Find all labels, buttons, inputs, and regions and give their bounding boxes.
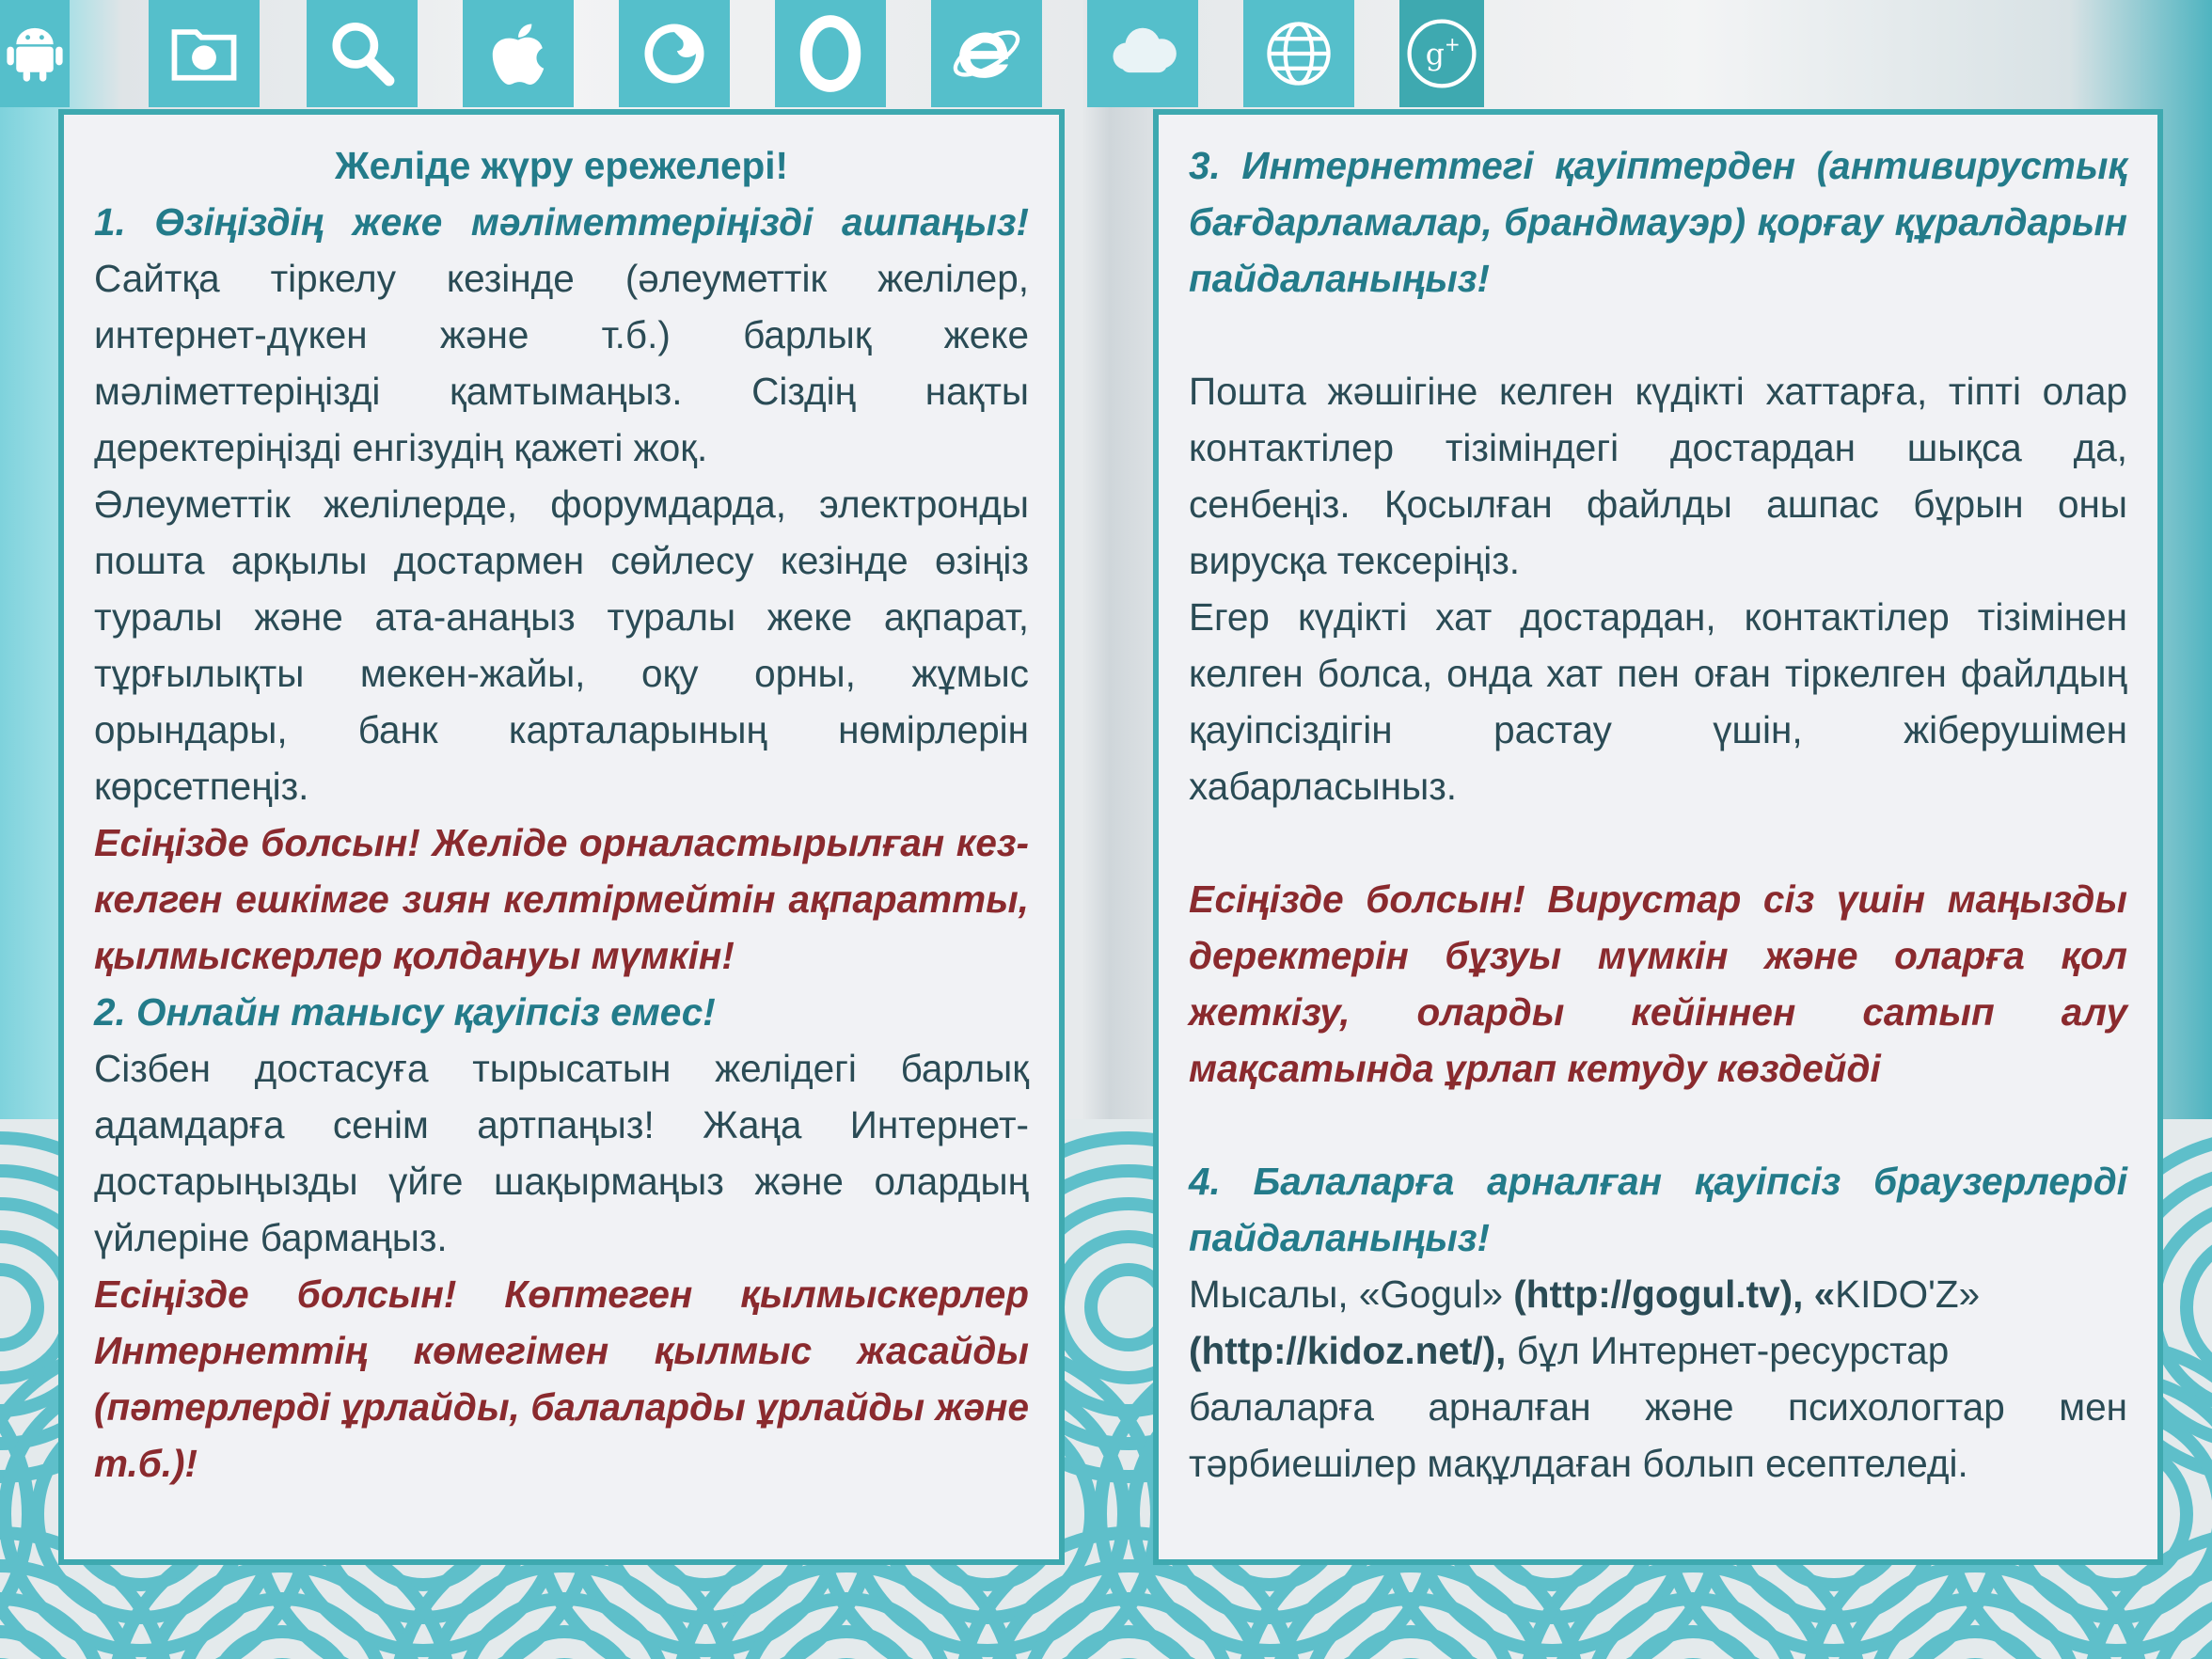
warning-3: Есіңізде болсын! Вирустар сіз үшін маңызды деректерін бұзуы мүмкін және оларға қол жеткізу, оларды кейіннен сатып алу мақсатында ұрлап кетуду көздейді	[1189, 877, 2127, 1090]
spacer	[1189, 1097, 2127, 1153]
spacer	[1189, 814, 2127, 871]
globe-icon	[1243, 0, 1354, 107]
rule2-heading: 2. Онлайн танысу қауіпсіз емес!	[94, 990, 716, 1034]
rule3-heading: 3. Интернеттегі қауіптерден (антивирустық бағдарламалар, брандмауэр) қорғау құралдарын пайдаланыңыз!	[1189, 144, 2127, 300]
rule3-text-2: Егер күдікті хат достардан, контактілер тізімінен келген болса, онда хат пен оған тіркелген файлдың қауіпсіздігін растау үшін, жіберушімен хабарласыныз.	[1189, 595, 2127, 808]
page-title: Желіде жүру ережелері!	[335, 144, 788, 187]
rule1-text: Сайтқа тіркелу кезінде (әлеуметтік желілер, интернет-дүкен және т.б.) барлық жеке мәліметтеріңізді қамтымаңыз. Сіздің нақты деректеріңізді енгізудің қажеті жоқ.	[94, 257, 1029, 469]
spacer	[1189, 307, 2127, 363]
svg-text:+: +	[1444, 33, 1461, 56]
rule4-examples	[1189, 1266, 2127, 1379]
rule1-text-extra: Әлеуметтік желілерде, форумдарда, электронды пошта арқылы достармен сөйлесу кезінде өзіңіз туралы және ата-анаңыз туралы жеке ақпарат, тұрғылықты мекен-жайы, оқу орны, жұмыс орындары, банк карталарының нөмірлерін көрсетпеңіз.	[94, 482, 1029, 808]
rule2-text: Сізбен достасуға тырысатын желідегі барлық адамдарға сенім артпаңыз! Жаңа Интернет-достарыңызды үйге шақырмаңыз және олардың үйлеріне бармаңыз.	[94, 1047, 1029, 1259]
folder-globe-icon	[149, 0, 260, 107]
warning-1: Есіңізде болсын! Желіде орналастырылған кез-келген ешкімге зиян келтірмейтін ақпаратты, қылмыскерлер қолдануы мүмкін!	[94, 821, 1029, 977]
right-rules-panel	[1153, 109, 2163, 1565]
browser-icon-bar	[0, 0, 2212, 107]
rule4-tail: балаларға арналған және психологтар мен тәрбиешілер мақұлдаған болып есептеледі.	[1189, 1385, 2127, 1485]
kidoz-name: KIDO'Z»	[1835, 1272, 1981, 1316]
android-icon	[0, 0, 70, 107]
firefox-icon	[619, 0, 730, 107]
gogul-link[interactable]: (http://gogul.tv), «	[1513, 1272, 1836, 1316]
opera-icon	[775, 0, 886, 107]
rule4-heading: 4. Балаларға арналған қауіпсіз браузерлерді пайдаланыңыз!	[1189, 1160, 2127, 1259]
google-plus-icon	[1399, 0, 1484, 107]
svg-text:g: g	[1425, 38, 1445, 72]
rule1-heading: 1. Өзіңіздің жеке мәліметтеріңізді ашпаңыз!	[94, 200, 1029, 244]
rule4-mid: бұл Интернет-ресурстар	[1506, 1329, 1950, 1372]
kidoz-link[interactable]: (http://kidoz.net/),	[1189, 1329, 1507, 1372]
apple-icon	[463, 0, 574, 107]
internet-explorer-icon	[931, 0, 1042, 107]
rule1-paragraph	[94, 194, 1029, 476]
gogul-name: Мысалы, «Gogul»	[1189, 1272, 1514, 1316]
rule3-text-1: Пошта жәшігіне келген күдікті хаттарға, тіпті олар контактілер тізіміндегі достардан шықса да, сенбеңіз. Қосылған файлды ашпас бұрын оны вирусқа тексеріңіз.	[1189, 370, 2127, 582]
left-rules-panel	[58, 109, 1065, 1565]
cloud-icon	[1087, 0, 1198, 107]
warning-2: Есіңізде болсын! Көптеген қылмыскерлер Интернеттің көмегімен қылмыс жасайды (пәтерлерді ұрлайды, балаларды ұрлайды және т.б.)!	[94, 1272, 1029, 1485]
search-icon	[307, 0, 418, 107]
